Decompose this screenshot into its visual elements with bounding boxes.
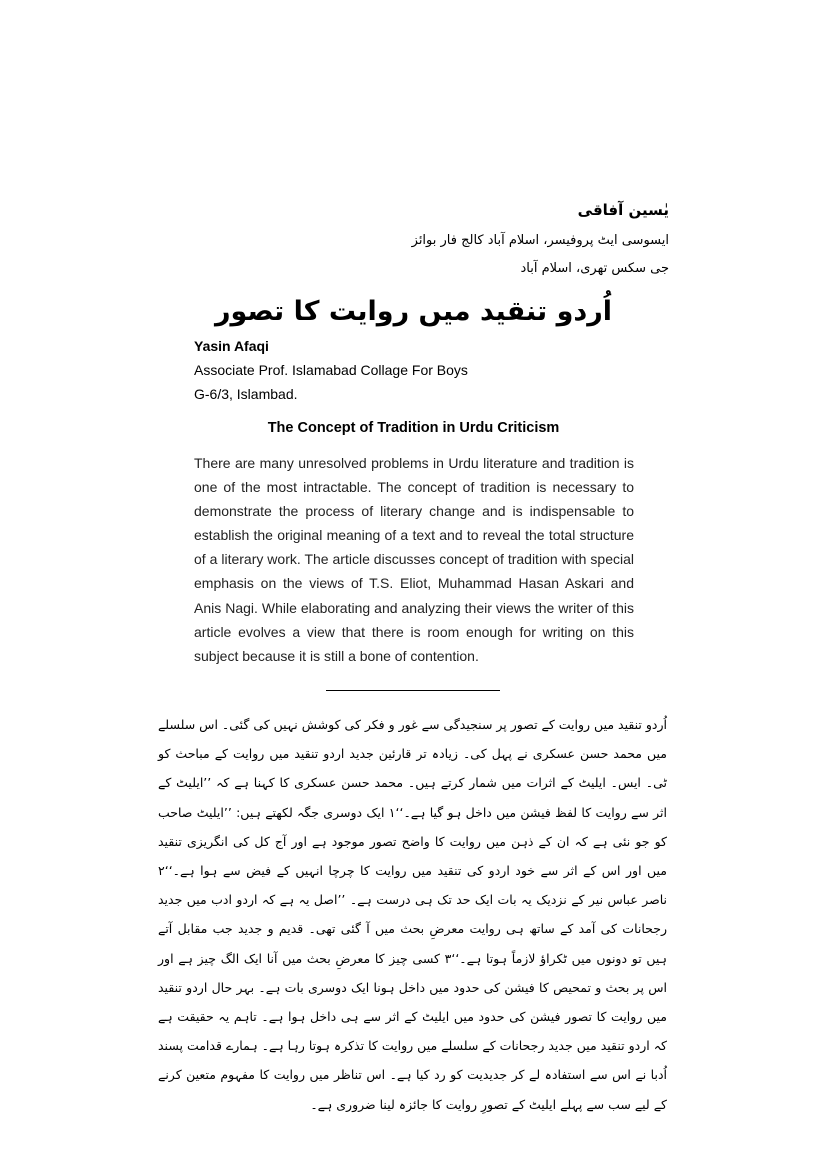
- urdu-title: اُردو تنقید میں روایت کا تصور: [214, 296, 613, 327]
- urdu-body: [158, 710, 667, 1119]
- urdu-author-address: جی سکس تھری، اسلام آباد: [520, 261, 669, 276]
- english-title: The Concept of Tradition in Urdu Criticism: [267, 420, 560, 436]
- section-divider: [326, 690, 500, 691]
- english-author-affiliation: Associate Prof. Islamabad Collage For Boys: [194, 362, 468, 378]
- abstract: There are many unresolved problems in Urdu literature and tradition is one of the most intractable. The concept of tradition is necessary to demonstrate the process of literary change and is indispensable to establish the original meaning of a text and to reveal the total structure of a literary work. The article discusses concept of tradition with special emphasis on the views of T.S. Eliot, Muhammad Hasan Askari and Anis Nagi. While elaborating and analyzing their views the writer of this article evolves a view that there is room enough for writing on this subject because it is still a bone of contention.: [194, 455, 634, 664]
- english-author-address: G-6/3, Islambad.: [194, 386, 298, 402]
- english-author-block: [194, 334, 468, 406]
- urdu-author-name: یٰسین آفاقی: [577, 201, 669, 219]
- urdu-body-paragraph: اُردو تنقید میں روایت کے تصور پر سنجیدگی سے غور و فکر کی کوشش نہیں کی گئی۔ اس سلسلے میں محمد حسن عسکری نے پہل کی۔ زیادہ تر قارئین جدید اردو تنقید میں روایت کے مباحث کو ٹی۔ ایس۔ ایلیٹ کے اثرات میں شمار کرتے ہیں۔ محمد حسن عسکری کا کہنا ہے کہ ’’ایلیٹ کے اثر سے روایت کا لفظ فیشن میں داخل ہو گیا ہے۔‘‘۱ ایک دوسری جگہ لکھتے ہیں: ’’ایلیٹ صاحب کو جو نئی ہے کہ ان کے ذہن میں روایت کا واضح تصور موجود ہے اور آج کل کی انگریزی تنقید میں اور اس کے اثر سے خود اردو کی تنقید میں روایت کا چرچا انہیں کے فیض سے ہوا ہے۔‘‘۲ ناصر عباس نیر کے نزدیک یہ بات ایک حد تک ہی درست ہے۔ ’’اصل یہ ہے کہ اردو ادب میں جدید رجحانات کی آمد کے ساتھ ہی روایت معرضِ بحث میں آ گئی تھی۔ قدیم و جدید جب مقابل آتے ہیں تو دونوں میں ٹکراؤ لازماً ہوتا ہے۔‘‘۳ کسی چیز کا معرضِ بحث میں آنا ایک الگ چیز ہے اور اس پر بحث و تمحیص کا فیشن کی حدود میں داخل ہونا ایک دوسری بات ہے۔ بہر حال اردو تنقید میں روایت کا تصور فیشن کی حدود میں ایلیٹ کے اثر سے ہی داخل ہوا ہے۔ تاہم یہ حقیقت ہے کہ اردو تنقید میں جدید رجحانات کے سلسلے میں روایت کا تذکرہ ہوتا رہا ہے۔ ہمارے قدامت پسند اُدبا نے اس سے استفادہ لے کر جدیدیت کو رد کیا ہے۔ اس تناظر میں روایت کا مفہوم متعین کرنے کے لیے سب سے پہلے ایلیٹ کے تصورِ روایت کا جائزہ لینا ضروری ہے۔: [157, 717, 667, 1112]
- urdu-author-block: [249, 193, 669, 283]
- urdu-author-affiliation: ایسوسی ایٹ پروفیسر، اسلام آباد کالج فار بوائز: [411, 233, 669, 248]
- english-author-name: Yasin Afaqi: [194, 338, 269, 354]
